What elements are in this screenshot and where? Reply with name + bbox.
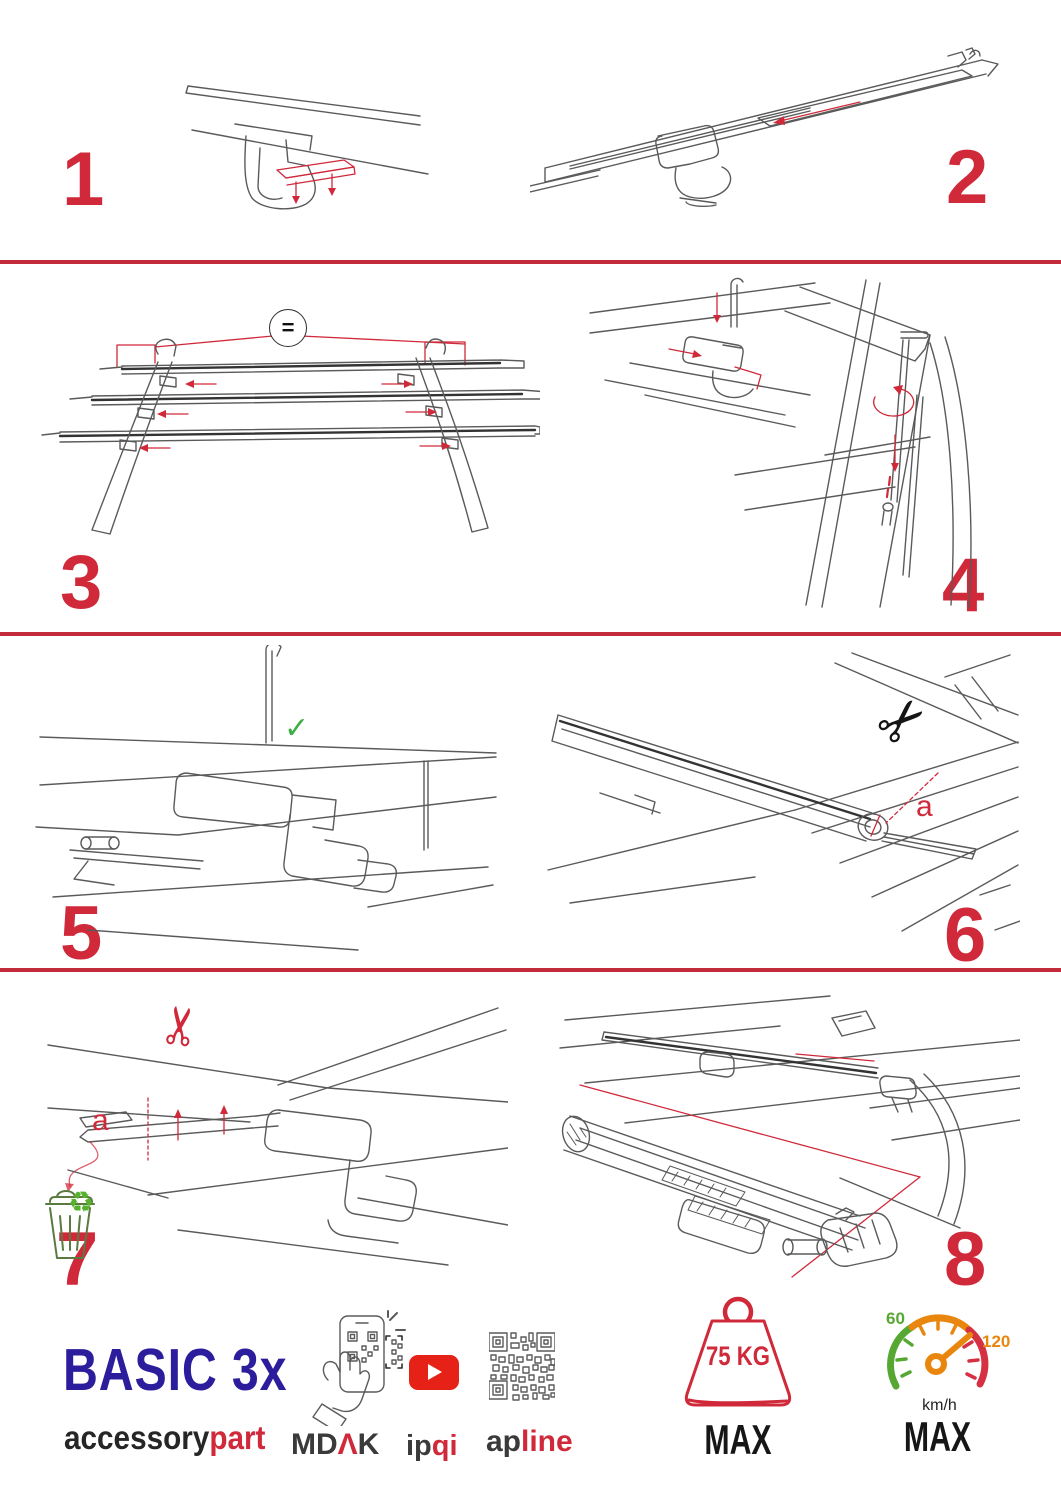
speed-unit-label: km/h	[922, 1397, 957, 1414]
youtube-icon	[409, 1355, 459, 1390]
brand-logo	[64, 1421, 265, 1454]
qr-code-icon	[489, 1331, 555, 1401]
scissors-icon: ✂	[149, 1000, 215, 1052]
scissors-icon: ✂	[861, 679, 944, 763]
step-7-illustration	[28, 990, 508, 1290]
section-divider-2	[0, 632, 1061, 636]
step-7-number: 7	[56, 1217, 99, 1302]
product-name: BASIC 3x	[63, 1337, 288, 1403]
max-speed-label: MAX	[903, 1413, 972, 1460]
step-5-number: 5	[60, 891, 103, 976]
brand-part-red: part	[209, 1419, 266, 1456]
step-1-illustration	[180, 78, 440, 238]
step-8-number: 8	[944, 1217, 987, 1302]
equal-sign: =	[281, 315, 295, 340]
cut-point-label: a	[916, 790, 933, 823]
check-icon: ✓	[284, 711, 310, 746]
step-6-number: 6	[944, 893, 987, 978]
brand-part-black: accessory	[64, 1419, 210, 1456]
mdak-logo: MDΛK	[291, 1428, 380, 1461]
step-3-number: 3	[60, 540, 103, 625]
section-divider-1	[0, 260, 1061, 264]
apline-logo: apline	[486, 1425, 573, 1458]
speed-high-label: 120	[982, 1332, 1011, 1351]
max-weight-label: MAX	[704, 1416, 772, 1463]
max-weight-value: 75 KG	[705, 1341, 770, 1371]
phone-scan-qr-icon	[306, 1308, 410, 1426]
step-4-illustration	[585, 275, 1015, 620]
step-8-illustration	[540, 988, 1020, 1302]
speed-low-label: 60	[886, 1309, 905, 1328]
step-1-number: 1	[62, 137, 105, 222]
step-2-illustration	[530, 40, 1010, 210]
recycle-icon: ♻	[68, 1185, 94, 1219]
step-4-number: 4	[942, 543, 985, 628]
ipqi-logo: ipqi	[406, 1430, 458, 1462]
step-6-illustration	[540, 645, 1020, 965]
equal-spacing-badge	[269, 309, 307, 347]
section-divider-3	[0, 968, 1061, 972]
step-2-number: 2	[946, 135, 989, 220]
step-5-illustration	[28, 645, 498, 965]
cut-piece-label: a	[92, 1104, 109, 1137]
